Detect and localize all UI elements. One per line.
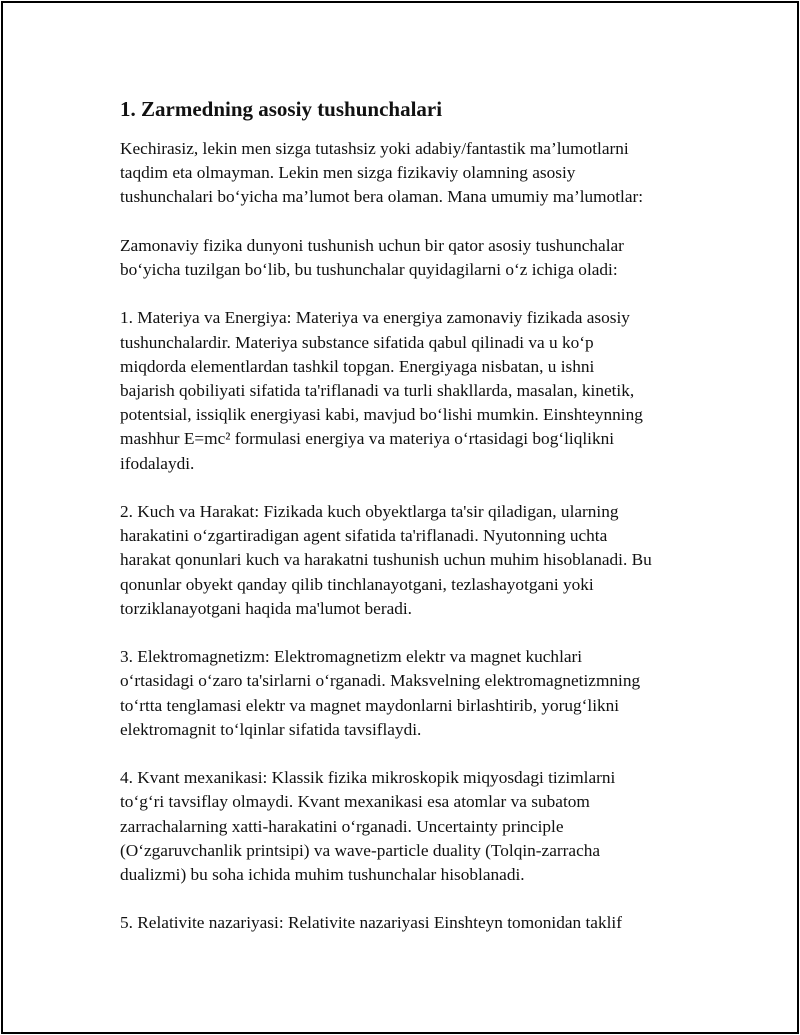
paragraph-intro: [120, 137, 700, 210]
text-line: qonunlar obyekt qanday qilib tinchlanayotgani, tezlashayotgani yoki: [120, 574, 594, 594]
text-line: tushunchalardir. Materiya substance sifatida qabul qilinadi va u ko‘p: [120, 332, 594, 352]
text-line: tushunchalari bo‘yicha ma’lumot bera olaman. Mana umumiy ma’lumotlar:: [120, 187, 644, 207]
text-line: ifodalaydi.: [120, 453, 195, 473]
text-line: taqdim eta olmayman. Lekin men sizga fizikaviy olamning asosiy: [120, 163, 576, 183]
text-line: 3. Elektromagnetizm: Elektromagnetizm elektr va magnet kuchlari: [120, 647, 583, 667]
text-line: zarrachalarning xatti-harakatini o‘rganadi. Uncertainty principle: [120, 816, 564, 836]
text-line: 5. Relativite nazariyasi: Relativite nazariyasi Einshteyn tomonidan taklif: [120, 913, 622, 933]
paragraph-overview: [120, 234, 700, 282]
text-line: miqdorda elementlardan tashkil topgan. Energiyaga nisbatan, u ishni: [120, 356, 595, 376]
document-title: 1. Zarmedning asosiy tushunchalari: [120, 97, 443, 121]
text-line: to‘g‘ri tavsiflay olmaydi. Kvant mexanikasi esa atomlar va subatom: [120, 792, 590, 812]
text-line: 4. Kvant mexanikasi: Klassik fizika mikroskopik miqyosdagi tizimlarni: [120, 768, 616, 788]
paragraph-relativity: [120, 911, 700, 935]
paragraph-quantum-mechanics: [120, 766, 700, 887]
text-line: bo‘yicha tuzilgan bo‘lib, bu tushunchalar quyidagilarni o‘z ichiga oladi:: [120, 260, 618, 279]
text-line: harakat qonunlari kuch va harakatni tushunish uchun muhim hisoblanadi. Bu: [120, 550, 652, 570]
page-frame: [1, 1, 799, 1034]
text-line: bajarish qobiliyati sifatida ta'riflanadi va turli shakllarda, masalan, kinetik,: [120, 381, 635, 400]
text-line: elektromagnit to‘lqinlar sifatida tavsiflaydi.: [120, 719, 422, 739]
text-line: mashhur E=mc² formulasi energiya va materiya o‘rtasidagi bog‘liqlikni: [120, 429, 615, 449]
text-line: potentsial, issiqlik energiyasi kabi, mavjud bo‘lishi mumkin. Einshteynning: [120, 405, 643, 425]
text-line: (O‘zgaruvchanlik printsipi) va wave-particle duality (Tolqin-zarracha: [120, 840, 601, 860]
paragraph-electromagnetism: [120, 645, 700, 742]
text-line: 2. Kuch va Harakat: Fizikada kuch obyektlarga ta'sir qiladigan, ularning: [120, 502, 619, 521]
text-line: 1. Materiya va Energiya: Materiya va energiya zamonaviy fizikada asosiy: [120, 308, 630, 328]
text-line: to‘rtta tenglamasi elektr va magnet maydonlarni birlashtirib, yorug‘likni: [120, 695, 620, 715]
document-body: [120, 95, 700, 960]
text-line: torziklanayotgani haqida ma'lumot beradi.: [120, 598, 413, 618]
text-line: dualizmi) bu soha ichida muhim tushunchalar hisoblanadi.: [120, 865, 525, 885]
text-line: Zamonaviy fizika dunyoni tushunish uchun bir qator asosiy tushunchalar: [120, 235, 624, 255]
text-line: o‘rtasidagi o‘zaro ta'sirlarni o‘rganadi. Maksvelning elektromagnetizmning: [120, 671, 641, 691]
paragraph-matter-energy: [120, 306, 700, 475]
text-line: harakatini o‘zgartiradigan agent sifatida ta'riflanadi. Nyutonning uchta: [120, 526, 608, 546]
text-line: Kechirasiz, lekin men sizga tutashsiz yoki adabiy/fantastik ma’lumotlarni: [120, 139, 629, 158]
paragraph-force-motion: [120, 500, 700, 621]
